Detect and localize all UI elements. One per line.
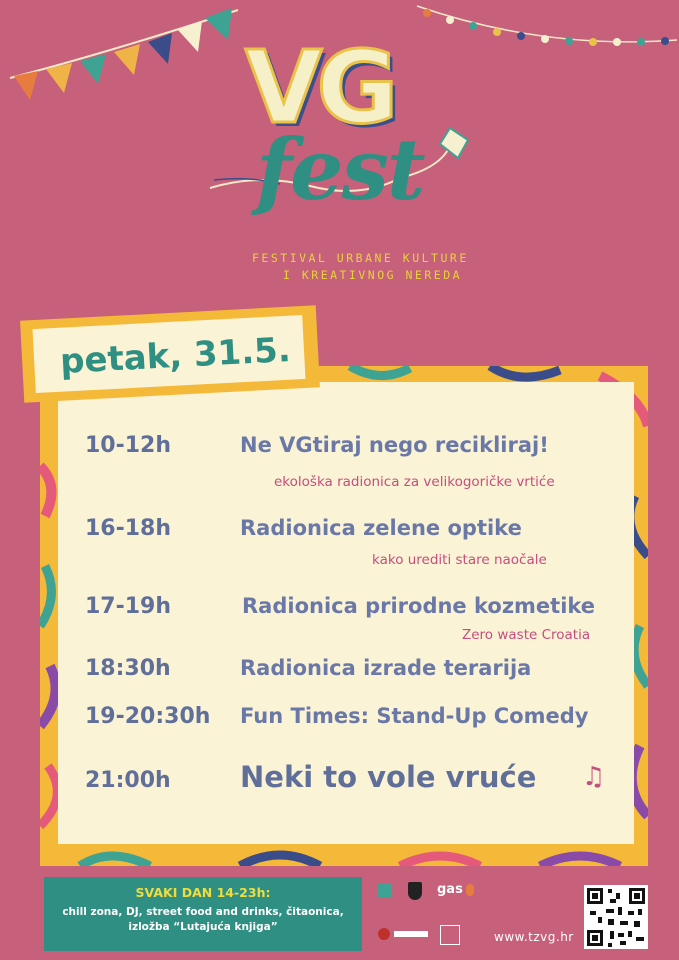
string-lights (415, 0, 679, 60)
logo-fest: fest (256, 120, 424, 219)
sponsor-logo (378, 928, 390, 940)
event-time: 18:30h (85, 656, 171, 681)
sponsor-logo (394, 931, 428, 937)
sponsor-gas-logo: gas (437, 882, 463, 897)
website-link[interactable]: www.tzvg.hr (494, 930, 574, 944)
event-title: Ne VGtiraj nego recikliraj! (240, 433, 549, 457)
bunting-flags (0, 0, 240, 110)
event-time: 10-12h (85, 433, 172, 458)
music-note-icon: ♫ (582, 762, 606, 792)
event-subtitle: kako urediti stare naočale (372, 552, 547, 568)
event-subtitle: ekološka radionica za velikogoričke vrtiće (274, 474, 555, 490)
sponsor-logo (378, 884, 392, 898)
event-time: 16-18h (85, 516, 172, 541)
sponsor-logo (440, 925, 460, 945)
footer-line1: chill zona, DJ, street food and drinks, čitaonica, (62, 906, 344, 918)
flame-icon (466, 884, 474, 896)
event-subtitle: Zero waste Croatia (462, 627, 591, 643)
footer-line2: izložba “Lutajuća knjiga” (128, 921, 278, 933)
day-label: petak, 31.5. (59, 329, 292, 383)
coat-of-arms-icon (408, 882, 422, 900)
event-time: 17-19h (85, 594, 172, 619)
footer-heading: SVAKI DAN 14-23h: (135, 885, 271, 900)
event-title: Radionica prirodne kozmetike (242, 594, 596, 618)
event-title: Radionica izrade terarija (240, 656, 532, 680)
logo-vg: VG (245, 29, 393, 146)
event-time: 21:00h (85, 768, 171, 793)
event-title: Radionica zelene optike (240, 516, 522, 540)
event-title-headline: Neki to vole vruće (240, 760, 537, 794)
event-time: 19-20:30h (85, 704, 211, 729)
qr-code (584, 885, 648, 949)
event-title: Fun Times: Stand-Up Comedy (240, 704, 589, 728)
tagline-line1: FESTIVAL URBANE KULTURE (252, 251, 469, 265)
tagline-line2: I KREATIVNOG NEREDA (283, 268, 463, 282)
